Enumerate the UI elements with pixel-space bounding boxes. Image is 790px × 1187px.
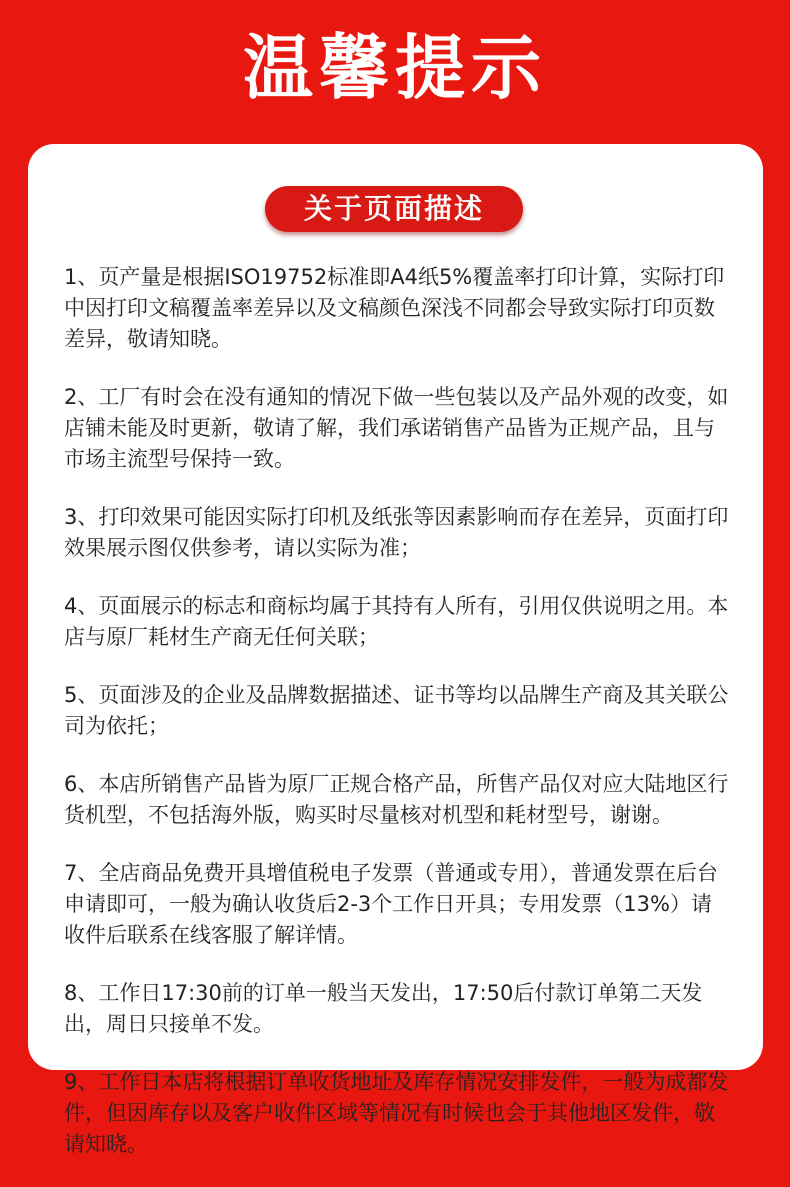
notice-list: [64, 262, 732, 1187]
notice-item: 2、工厂有时会在没有通知的情况下做一些包装以及产品外观的改变，如店铺未能及时更新，敬请了解，我们承诺销售产品皆为正规产品，且与市场主流型号保持一致。: [64, 385, 729, 471]
section-title-badge: 关于页面描述: [265, 186, 523, 232]
notice-card: [28, 144, 763, 1156]
notice-item: 3、打印效果可能因实际打印机及纸张等因素影响而存在差异，页面打印效果展示图仅供参考，请以实际为准；: [64, 505, 729, 560]
notice-item: 7、全店商品免费开具增值税电子发票（普通或专用），普通发票在后台申请即可，一般为确认收货后2-3个工作日开具；专用发票（13%）请收件后联系在线客服了解详情。: [64, 861, 718, 947]
notice-item: 6、本店所销售产品皆为原厂正规合格产品，所售产品仅对应大陆地区行货机型，不包括海外版，购买时尽量核对机型和耗材型号，谢谢。: [64, 772, 729, 827]
notice-item: 9、工作日本店将根据订单收货地址及库存情况安排发件，一般为成都发件，但因库存以及客户收件区域等情况有时候也会于其他地区发件，敬请知晓。: [64, 1070, 729, 1156]
notice-item: 1、页产量是根据ISO19752标准即A4纸5%覆盖率打印计算，实际打印中因打印文稿覆盖率差异以及文稿颜色深浅不同都会导致实际打印页数差异，敬请知晓。: [64, 265, 725, 351]
notice-item: 8、工作日17:30前的订单一般当天发出，17:50后付款订单第二天发出，周日只接单不发。: [64, 981, 703, 1036]
notice-item: 4、页面展示的标志和商标均属于其持有人所有，引用仅供说明之用。本店与原厂耗材生产商无任何关联；: [64, 594, 729, 649]
page-title: 温馨提示: [243, 27, 547, 109]
notice-item: 5、页面涉及的企业及品牌数据描述、证书等均以品牌生产商及其关联公司为依托；: [64, 683, 729, 738]
